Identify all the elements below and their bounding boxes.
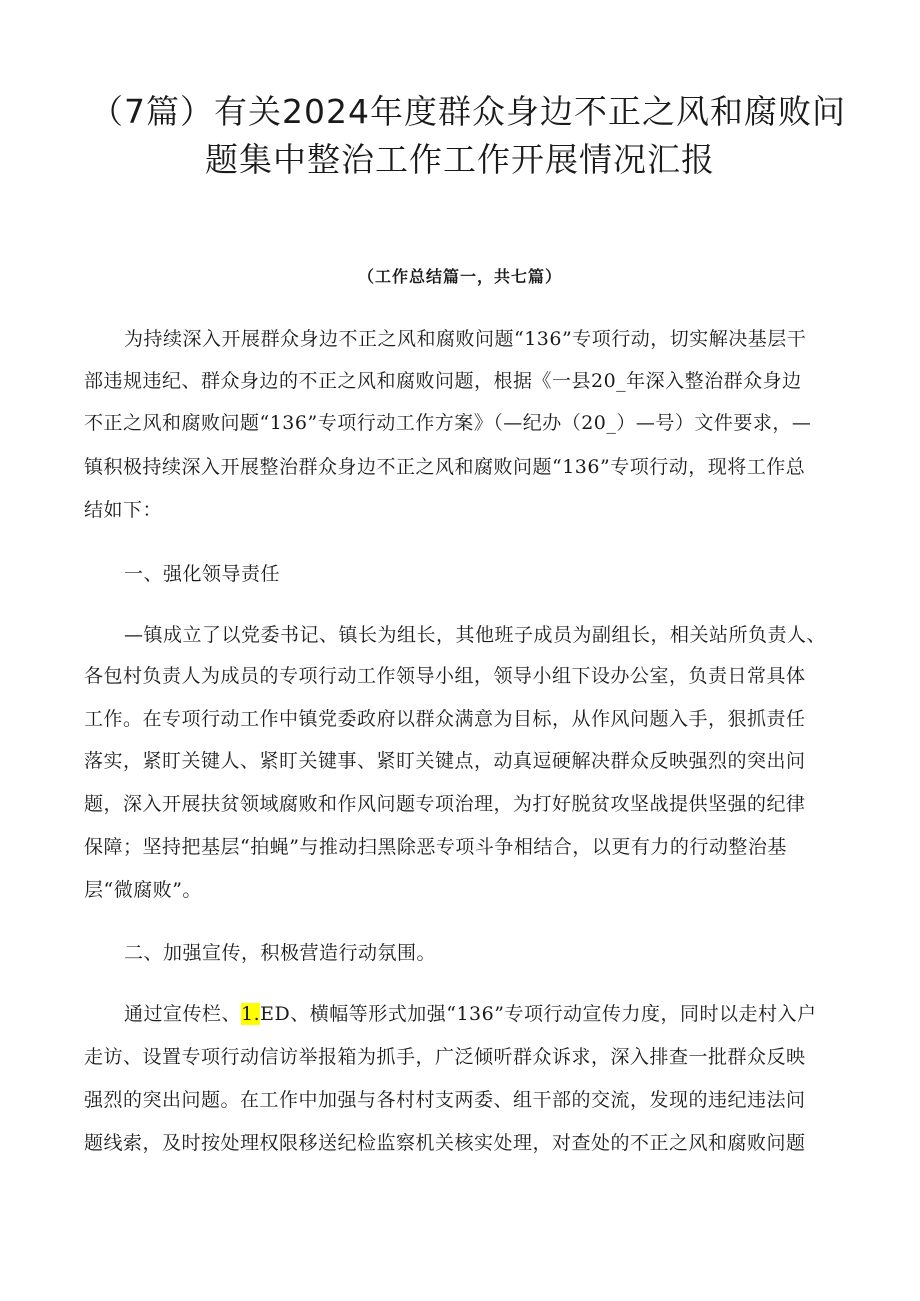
section-2-line: 走访、设置专项行动信访举报箱为抓手，广泛倾听群众诉求，深入排查一批群众反映 bbox=[84, 1046, 806, 1068]
section-2-text: ED、横幅等形式加强“136”专项行动宣传力度，同时以走村入户 bbox=[260, 1003, 817, 1025]
section-1-line: 层“微腐败”。 bbox=[84, 879, 202, 901]
section-2-line: 强烈的突出问题。在工作中加强与各村村支两委、组干部的交流，发现的违纪违法问 bbox=[84, 1089, 806, 1111]
intro-line: 为持续深入开展群众身边不正之风和腐败问题“136”专项行动，切实解决基层干 bbox=[124, 328, 807, 350]
section-1-line: 工作。在专项行动工作中镇党委政府以群众满意为目标，从作风问题入手，狠抓责任 bbox=[84, 708, 806, 730]
section-1-line: 题，深入开展扶贫领域腐败和作风问题专项治理，为打好脱贫攻坚战提供坚强的纪律 bbox=[84, 793, 806, 815]
document-subtitle: （工作总结篇一，共七篇） bbox=[357, 267, 562, 286]
intro-line: 镇积极持续深入开展整治群众身边不正之风和腐败问题“136”专项行动，现将工作总 bbox=[84, 456, 806, 478]
section-2-line: 题线索，及时按处理权限移送纪检监察机关核实处理，对查处的不正之风和腐败问题 bbox=[84, 1132, 806, 1154]
section-heading-1: 一、强化领导责任 bbox=[124, 563, 281, 585]
section-1-line: —镇成立了以党委书记、镇长为组长，其他班子成员为副组长，相关站所负责人、 bbox=[124, 624, 827, 646]
section-heading-2: 二、加强宣传，积极营造行动氛围。 bbox=[124, 942, 437, 964]
intro-line: 不正之风和腐败问题“136”专项行动工作方案》（—纪办（20_）—号）文件要求，— bbox=[84, 412, 812, 434]
section-1-line: 保障；坚持把基层“拍蝇”与推动扫黑除恶专项斗争相结合，以更有力的行动整治基 bbox=[84, 836, 787, 858]
highlighted-text: 1. bbox=[241, 1003, 261, 1025]
section-1-line: 落实，紧盯关键人、紧盯关键事、紧盯关键点，动真逗硬解决群众反映强烈的突出问 bbox=[84, 750, 806, 772]
intro-line: 结如下： bbox=[84, 499, 163, 521]
document-title-line-2: 题集中整治工作工作开展情况汇报 bbox=[205, 140, 715, 179]
section-2-text: 通过宣传栏、 bbox=[124, 1003, 242, 1025]
section-1-line: 各包村负责人为成员的专项行动工作领导小组，领导小组下设办公室，负责日常具体 bbox=[84, 665, 806, 687]
intro-line: 部违规违纪、群众身边的不正之风和腐败问题，根据《一县20_年深入整治群众身边 bbox=[84, 370, 802, 392]
document-title-line-1: （7篇）有关2024年度群众身边不正之风和腐败问 bbox=[90, 92, 846, 131]
section-2-first-line bbox=[124, 1002, 816, 1026]
